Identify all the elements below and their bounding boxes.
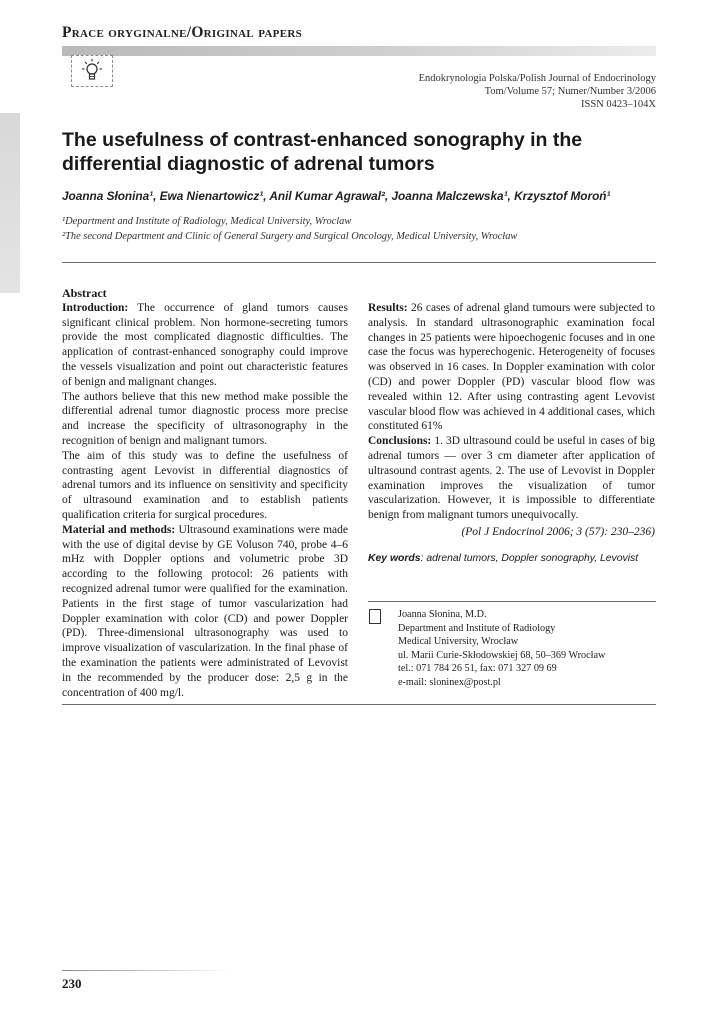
corr-department: Department and Institute of Radiology <box>398 622 556 634</box>
affiliation-2: ²The second Department and Clinic of General Surgery and Surgical Oncology, Medical University, Wrocław <box>62 231 518 242</box>
conclusions-label: Conclusions: <box>368 435 432 448</box>
abstract-left-column <box>62 286 348 700</box>
divider-top <box>62 262 656 263</box>
keywords-label: Key words <box>368 552 421 564</box>
methods-paragraph <box>62 523 348 701</box>
affiliations <box>62 214 517 244</box>
corr-street: ul. Marii Curie-Skłodowskiej 68, 50–369 Wrocław <box>398 649 606 661</box>
corr-phone: tel.: 071 784 26 51, fax: 071 327 09 69 <box>398 663 557 674</box>
introduction-label: Introduction: <box>62 301 129 314</box>
methods-text: Ultrasound examinations were made with the use of digital devise by GE Voluson 740, probe 4–6 mHz with Doppler options and volumetric probe 3D according to the following protocol: 26 patients with recognized adrenal tumor were qualified for the examination. Patients in the first stage of tumor vascularization had Doppler examination with color (CD) and power Doppler (PD). Three-dimensional ultrasonography was used to improve visualization of vascularization. In the final phase of the examination the patients were administrated of Levovist in the recommended by the producer dose: 2,5 g in the concentration of 400 mg/l. <box>62 523 348 699</box>
journal-issn: ISSN 0423–104X <box>581 99 656 110</box>
journal-info <box>419 72 656 111</box>
introduction-paragraph <box>62 301 348 390</box>
page-number: 230 <box>62 976 82 991</box>
conclusions-paragraph <box>368 434 655 523</box>
lightbulb-icon <box>71 55 113 87</box>
section-heading: Prace oryginalne/Original papers <box>62 24 302 41</box>
corr-name: Joanna Słonina, M.D. <box>398 609 487 620</box>
abstract-heading: Abstract <box>62 286 107 300</box>
aim-paragraph: The authors believe that this new method make possible the differential adrenal tumor diagnostic process more precise and increase the specificity of ultrasonography in the recognition of benign and malignant tumors. <box>62 390 348 447</box>
header-bar <box>62 46 656 56</box>
divider-bottom <box>62 704 656 705</box>
corr-email[interactable]: e-mail: sloninex@post.pl <box>398 676 501 688</box>
affiliation-1: ¹Department and Institute of Radiology, Medical University, Wroclaw <box>62 216 352 227</box>
author-list: Joanna Słonina¹, Ewa Nienartowicz¹, Anil Kumar Agrawal², Joanna Malczewska¹, Krzysztof Moroń¹ <box>62 189 611 203</box>
conclusions-text: 1. 3D ultrasound could be useful in cases of big adrenal tumors — over 3 cm diameter after application of ultrasound contrast agents. 2. The use of Levovist in Doppler examination improves the visualization of tumor vascularization. However, it is impossible to differentiate benign from malignant tumors unequivocally. <box>368 435 655 522</box>
journal-volume: Tom/Volume 57; Numer/Number 3/2006 <box>484 86 656 97</box>
side-decor-bar <box>0 113 20 293</box>
footer-rule <box>62 970 232 971</box>
citation: (Pol J Endocrinol 2006; 3 (57): 230–236) <box>461 525 655 538</box>
results-paragraph <box>368 301 655 434</box>
purpose-paragraph: The aim of this study was to define the usefulness of contrasting agent Levovist in differential diagnostics of adrenal tumors and its influence on sensitivity and specificity of ultrasound examination and to establish patients qualification criteria for surgical procedures. <box>62 449 348 521</box>
introduction-text: The occurrence of gland tumors causes significant clinical problem. Non hormone-secreting tumors provide the most complicated diagnostic difficulties. The application of contrast-enhanced sonography could improve the vessels visualization and point out characteristic features of benign and malignant changes. <box>62 301 348 388</box>
keywords-text: : adrenal tumors, Doppler sonography, Levovist <box>420 552 639 564</box>
abstract-right-column <box>368 301 655 567</box>
correspondence-divider <box>368 601 656 602</box>
results-text: 26 cases of adrenal gland tumours were subjected to analysis. In standard ultrasonographic examination focal changes in 25 patients were hipoechogenic focuses and in one case the focus was hyperechogenic. Heterogeneity of focuses was observed in 16 cases. In Doppler examination with color (CD) and power Doppler (PD) vascular blood flow was revealed within 12. After using contrasting agent Levovist vascular blood flow was achieved in 4 additional cases, which constituted 61% <box>368 302 655 433</box>
envelope-icon <box>369 609 381 624</box>
correspondence-address <box>398 608 605 689</box>
keywords <box>368 552 655 567</box>
article-title: The usefulness of contrast-enhanced sonography in the differential diagnostic of adrenal tumors <box>62 129 583 175</box>
results-label: Results: <box>368 302 408 314</box>
methods-label: Material and methods: <box>62 523 176 536</box>
journal-name: Endokrynologia Polska/Polish Journal of Endocrinology <box>418 73 656 84</box>
corr-university: Medical University, Wrocław <box>398 636 519 647</box>
